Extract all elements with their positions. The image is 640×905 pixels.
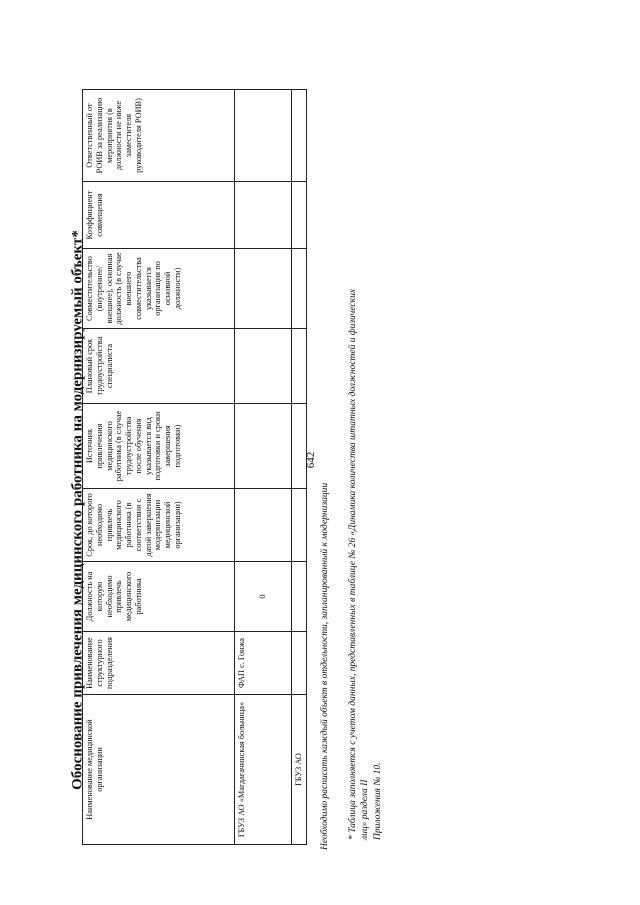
table-row [235,90,292,845]
header-cell: Срок, до которого необходимо привлечь медицинского работника (в соответствии с датой завершения модернизации медицинской организации) [83,489,235,562]
table-cell [292,182,307,249]
cell-deadline [235,489,292,562]
cell-source [235,404,292,489]
cell-position: 0 [235,562,292,632]
table-container [82,90,304,845]
cell-organization: ГБУЗ АО [292,695,307,845]
table-cell [292,489,307,562]
table-cell [292,90,307,182]
cell-organization: ГБУЗ АО «Магдагачинская больница» [235,695,292,845]
table-cell [292,404,307,489]
table-cell [292,562,307,632]
cell-combination [235,249,292,329]
cell-responsible [235,90,292,182]
header-cell: Должность на которую необходимо привлечь медицинского работника [83,562,235,632]
header-cell: Совместительство (внутреннее/внешнее), основная должность (в случае внешнего совместительства указывается организация по основной должности) [83,249,235,329]
header-cell: Наименование структурного подразделения [83,632,235,695]
cell-coefficient [235,182,292,249]
justification-table [82,89,307,845]
header-cell: Коэффициент совмещения [83,182,235,249]
header-cell: Источник привлечения медицинского работника (в случае трудоустройства после обучения указывается вид подготовки и сроки завершения подготовки) [83,404,235,489]
cell-unit: ФАП с. Гонжа [235,632,292,695]
table-header-row [83,90,235,845]
page-number: 642 [305,451,317,469]
header-cell: Плановый срок трудоустройства специалиста [83,329,235,404]
document-title: Обоснование привлечения медицинского работника на модернизируемый объект* [69,230,86,790]
header-cell: Наименование медицинской организации [83,695,235,845]
table-cell [292,632,307,695]
footnote-modernization: Необходимо расписать каждый объект в отдельности, запланированный к модернизации [320,482,330,850]
footnote-line: * Таблица заполняется с учетом данных, представленных в таблице № 26 «Динамика количества штатных должностей и физических лиц» раздела II [348,288,371,840]
header-cell: Ответственный от РОИВ за реализацию мероприятия (в должности не ниже заместителя руководителя РОИВ) [83,90,235,182]
footnote-line: Приложения № 10. [372,762,383,840]
table-cell [292,249,307,329]
table-cell [292,329,307,404]
cell-planned-date [235,329,292,404]
table-row [292,90,307,845]
footnote-table-source [347,280,383,840]
